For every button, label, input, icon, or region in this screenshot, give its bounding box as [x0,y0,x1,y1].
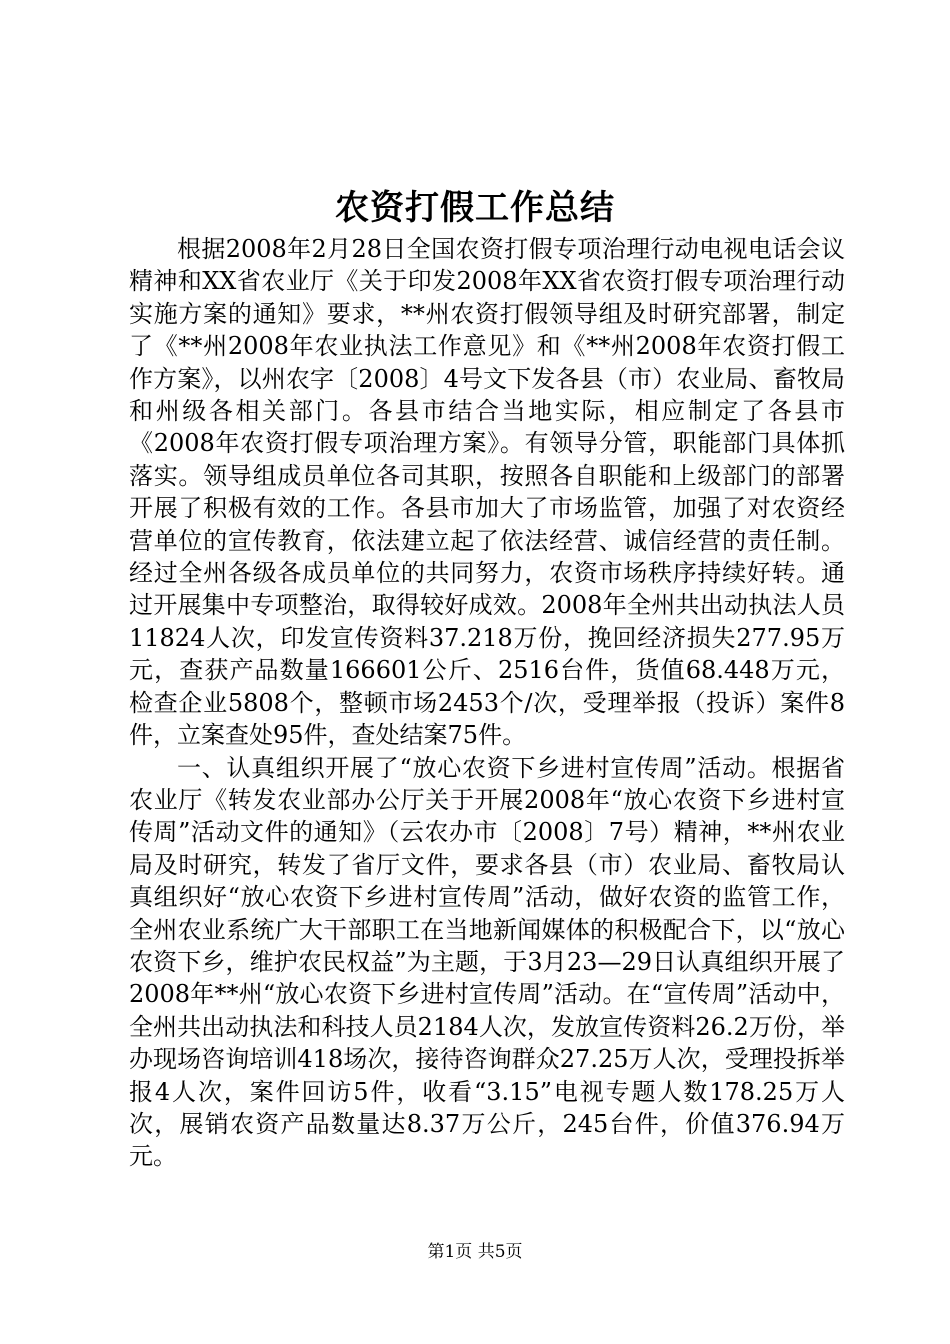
paragraph-2: 一、认真组织开展了“放心农资下乡进村宣传周”活动。根据省农业厅《转发农业部办公厅关于开展2008年“放心农资下乡进村宣传周”活动文件的通知》（云农办市〔2008〕7号）精神，**州农业局及时研究，转发了省厅文件，要求各县（市）农业局、畜牧局认真组织好“放心农资下乡进村宣传周”活动，做好农资的监管工作，全州农业系统广大干部职工在当地新闻媒体的积极配合下，以“放心农资下乡，维护农民权益”为主题，于3月23—29日认真组织开展了2008年**州“放心农资下乡进村宣传周”活动。在“宣传周”活动中，全州共出动执法和科技人员2184人次，发放宣传资料26.2万份，举办现场咨询培训418场次，接待咨询群众27.25万人次，受理投拆举报4人次，案件回访5件，收看“3.15”电视专题人数178.25万人次，展销农资产品数量达8.37万公斤，245台件，价值376.94万元。 [129,753,845,1171]
document-title: 农资打假工作总结 [335,188,615,228]
document-body [129,233,845,1173]
paragraph-1: 根据2008年2月28日全国农资打假专项治理行动电视电话会议精神和XX省农业厅《关于印发2008年XX省农资打假专项治理行动实施方案的通知》要求，**州农资打假领导组及时研究部署，制定了《**州2008年农业执法工作意见》和《**州2008年农资打假工作方案》，以州农字〔2008〕4号文下发各县（市）农业局、畜牧局和州级各相关部门。各县市结合当地实际，相应制定了各县市《2008年农资打假专项治理方案》。有领导分管，职能部门具体抓落实。领导组成员单位各司其职，按照各自职能和上级部门的部署开展了积极有效的工作。各县市加大了市场监管，加强了对农资经营单位的宣传教育，依法建立起了依法经营、诚信经营的责任制。经过全州各级各成员单位的共同努力，农资市场秩序持续好转。通过开展集中专项整治，取得较好成效。2008年全州共出动执法人员11824人次，印发宣传资料37.218万份，挽回经济损失277.95万元，查获产品数量166601公斤、2516台件，货值68.448万元，检查企业5808个，整顿市场2453个/次，受理举报（投诉）案件8件，立案查处95件，查处结案75件。 [129,235,845,750]
page-footer: 第1页 共5页 [427,1242,523,1262]
